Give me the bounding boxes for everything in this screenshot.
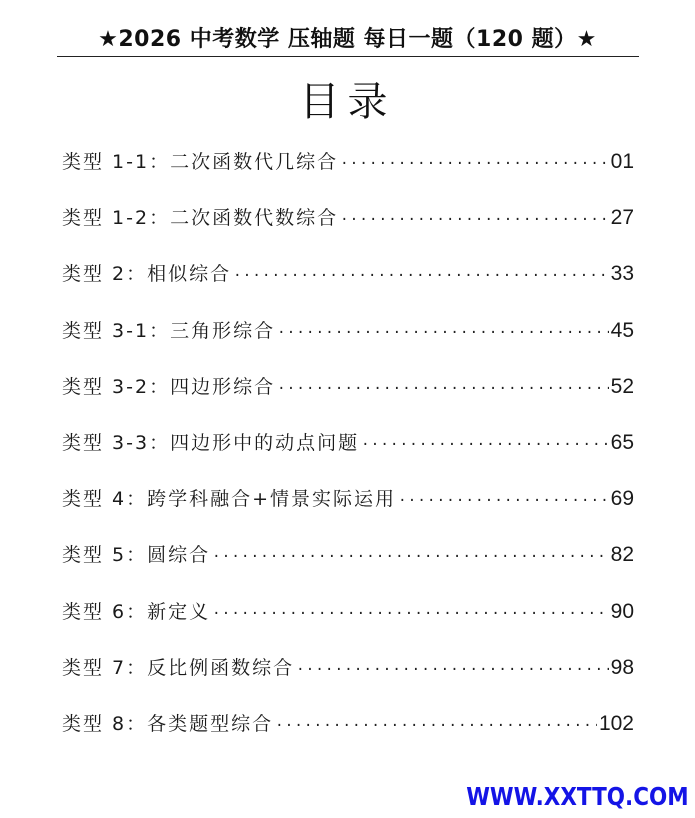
- toc-entry-page: 98: [610, 655, 634, 679]
- dot-leader: [277, 367, 609, 411]
- toc-entry-page: 69: [610, 487, 634, 511]
- toc-entry[interactable]: [62, 196, 634, 252]
- toc-entry[interactable]: [62, 533, 634, 589]
- toc-entry-page: 82: [610, 543, 634, 567]
- dot-leader: [340, 198, 609, 242]
- page-title: 目录: [299, 79, 396, 125]
- toc-entry[interactable]: [62, 477, 634, 533]
- toc-entry-page: 27: [610, 206, 634, 230]
- toc-entry-label: 类型 1-2：二次函数代数综合: [62, 207, 339, 230]
- toc-entry[interactable]: [62, 252, 634, 308]
- toc-entry-page: 33: [610, 262, 634, 286]
- toc-entry-label: 类型 6：新定义: [62, 600, 211, 623]
- toc-entry-page: 90: [610, 599, 634, 623]
- toc-entry[interactable]: [62, 140, 634, 196]
- toc-entry[interactable]: [62, 702, 634, 758]
- toc-entry-label: 类型 7：反比例函数综合: [62, 656, 295, 679]
- dot-leader: [277, 311, 609, 355]
- dot-leader: [212, 535, 609, 579]
- toc-entry[interactable]: [62, 590, 634, 646]
- toc-entry-label: 类型 4：跨学科融合+情景实际运用: [62, 488, 397, 511]
- header-divider: [57, 56, 639, 57]
- toc-entry-label: 类型 1-1：二次函数代几综合: [62, 151, 339, 173]
- toc-entry-label: 类型 5：圆综合: [62, 544, 211, 567]
- toc-entry-page: 52: [610, 374, 634, 398]
- toc-entry-page: 45: [610, 318, 634, 342]
- dot-leader: [233, 254, 609, 298]
- toc-entry-page: 65: [610, 430, 634, 454]
- dot-leader: [275, 704, 597, 748]
- toc-entry-label: 类型 3-1：三角形综合: [62, 319, 276, 342]
- table-of-contents: [62, 140, 634, 758]
- toc-entry-page: 01: [610, 150, 634, 173]
- toc-entry-label: 类型 3-2：四边形综合: [62, 375, 276, 398]
- toc-entry[interactable]: [62, 365, 634, 421]
- dot-leader: [296, 648, 609, 692]
- toc-entry[interactable]: [62, 421, 634, 477]
- toc-entry-label: 类型 8：各类题型综合: [62, 712, 274, 735]
- dot-leader: [361, 423, 609, 467]
- website-watermark: WWW.XXTTQ.COM: [466, 782, 689, 811]
- toc-entry-page: 102: [598, 711, 634, 735]
- dot-leader: [340, 142, 609, 186]
- toc-entry-label: 类型 3-3：四边形中的动点问题: [62, 431, 360, 454]
- toc-entry[interactable]: [62, 309, 634, 365]
- toc-entry[interactable]: [62, 646, 634, 702]
- document-header: ★2026 中考数学 压轴题 每日一题（120 题）★: [98, 27, 597, 52]
- dot-leader: [398, 479, 609, 523]
- dot-leader: [212, 592, 609, 636]
- toc-entry-label: 类型 2：相似综合: [62, 263, 232, 286]
